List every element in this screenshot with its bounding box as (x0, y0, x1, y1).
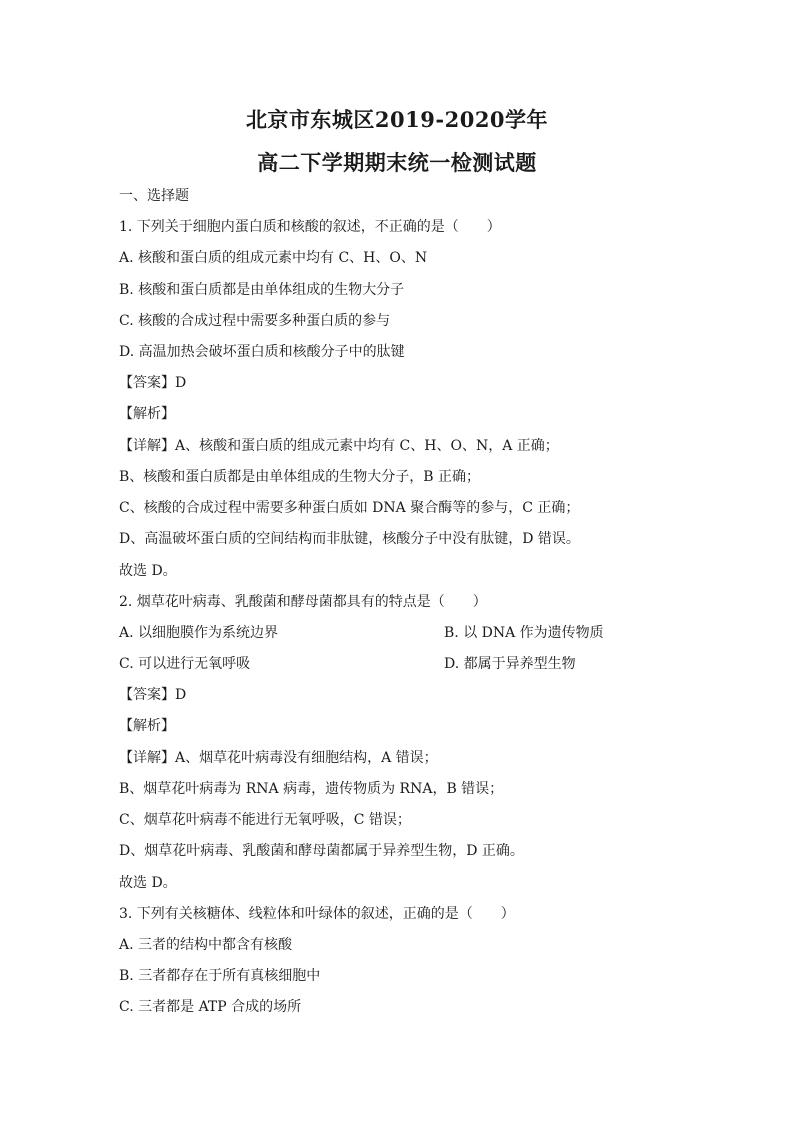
q2-option-c: C. 可以进行无氧呼吸 (119, 656, 251, 672)
q2-option-a: A. 以细胞膜作为系统边界 (119, 625, 279, 641)
q1-detail-1: 【详解】A、核酸和蛋白质的组成元素中均有 C、H、O、N，A 正确； (119, 438, 559, 454)
q2-detail-3: C、烟草花叶病毒不能进行无氧呼吸，C 错误； (119, 812, 411, 828)
q1-option-c: C. 核酸的合成过程中需要多种蛋白质的参与 (119, 313, 391, 329)
q2-option-b: B. 以 DNA 作为遗传物质 (444, 625, 604, 641)
q1-option-a: A. 核酸和蛋白质的组成元素中均有 C、H、O、N (119, 250, 428, 266)
q2-detail-1: 【详解】A、烟草花叶病毒没有细胞结构，A 错误； (119, 750, 438, 766)
q3-option-b: B. 三者都存在于所有真核细胞中 (119, 968, 321, 984)
doc-title-line1: 北京市东城区2019-2020学年 (245, 107, 549, 132)
q2-answer: 【答案】D (119, 687, 187, 703)
q1-option-d: D. 高温加热会破坏蛋白质和核酸分子中的肽键 (119, 344, 405, 360)
q1-conclusion: 故选 D。 (119, 563, 177, 579)
q1-answer: 【答案】D (119, 375, 187, 391)
q1-detail-3: C、核酸的合成过程中需要多种蛋白质如 DNA 聚合酶等的参与，C 正确； (119, 500, 580, 516)
q1-stem: 1. 下列关于细胞内蛋白质和核酸的叙述，不正确的是（ ） (119, 219, 501, 235)
q2-detail-2: B、烟草花叶病毒为 RNA 病毒，遗传物质为 RNA，B 错误； (119, 781, 504, 797)
q2-conclusion: 故选 D。 (119, 875, 177, 891)
q1-detail-4: D、高温破坏蛋白质的空间结构而非肽键，核酸分子中没有肽键，D 错误。 (119, 531, 580, 547)
q2-detail-4: D、烟草花叶病毒、乳酸菌和酵母菌都属于异养型生物，D 正确。 (119, 843, 524, 859)
q2-analysis-label: 【解析】 (119, 718, 175, 734)
q3-option-c: C. 三者都是 ATP 合成的场所 (119, 999, 302, 1015)
q1-detail-2: B、核酸和蛋白质都是由单体组成的生物大分子，B 正确； (119, 469, 481, 485)
q1-option-b: B. 核酸和蛋白质都是由单体组成的生物大分子 (119, 282, 405, 298)
q3-stem: 3. 下列有关核糖体、线粒体和叶绿体的叙述，正确的是（ ） (119, 906, 515, 922)
q2-stem: 2. 烟草花叶病毒、乳酸菌和酵母菌都具有的特点是（ ） (119, 594, 487, 610)
q1-analysis-label: 【解析】 (119, 406, 175, 422)
section-heading: 一、选择题 (119, 188, 189, 204)
q3-option-a: A. 三者的结构中都含有核酸 (119, 937, 293, 953)
q2-option-d: D. 都属于异养型生物 (444, 656, 576, 672)
doc-title-line2: 高二下学期期末统一检测试题 (257, 150, 537, 175)
